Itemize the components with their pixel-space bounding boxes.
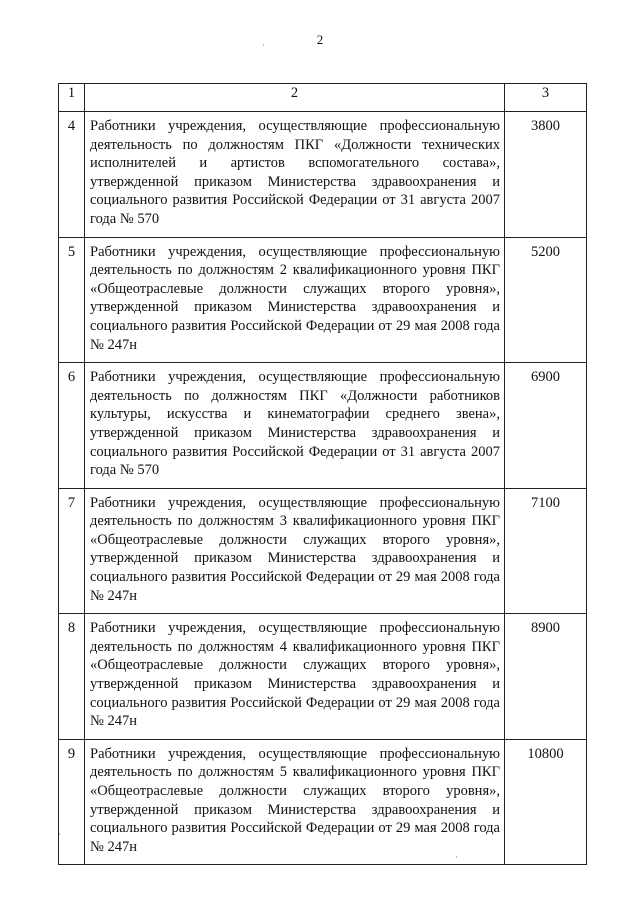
row-number: 9 <box>59 739 85 865</box>
row-value: 10800 <box>505 739 587 865</box>
column-header-value: 3 <box>505 84 587 112</box>
column-header-description: 2 <box>85 84 505 112</box>
row-description: Работники учреждения, осуществляющие профессиональную деятельность по должностям ПКГ «Должности технических исполнителей и артистов вспомогательного состава», утвержденной приказом Министерства здравоохранения и социального развития Российской Федерации от 31 августа 2007 года № 570 <box>85 112 505 238</box>
salary-table <box>58 83 587 865</box>
row-value: 8900 <box>505 614 587 740</box>
row-number: 6 <box>59 363 85 489</box>
scan-speck: · <box>262 40 265 50</box>
row-number: 7 <box>59 488 85 614</box>
table-row <box>59 739 587 865</box>
row-description: Работники учреждения, осуществляющие профессиональную деятельность по должностям 3 квалификационного уровня ПКГ «Общеотраслевые должности служащих второго уровня», утвержденной приказом Министерства здравоохранения и социального развития Российской Федерации от 29 мая 2008 года № 247н <box>85 488 505 614</box>
row-description: Работники учреждения, осуществляющие профессиональную деятельность по должностям ПКГ «Должности работников культуры, искусства и кинематографии среднего звена», утвержденной приказом Министерства здравоохранения и социального развития Российской Федерации от 31 августа 2007 года № 570 <box>85 363 505 489</box>
table-row <box>59 112 587 238</box>
row-number: 5 <box>59 237 85 363</box>
row-value: 6900 <box>505 363 587 489</box>
row-value: 5200 <box>505 237 587 363</box>
row-description: Работники учреждения, осуществляющие профессиональную деятельность по должностям 2 квалификационного уровня ПКГ «Общеотраслевые должности служащих второго уровня», утвержденной приказом Министерства здравоохранения и социального развития Российской Федерации от 29 мая 2008 года № 247н <box>85 237 505 363</box>
row-description: Работники учреждения, осуществляющие профессиональную деятельность по должностям 4 квалификационного уровня ПКГ «Общеотраслевые должности служащих второго уровня», утвержденной приказом Министерства здравоохранения и социального развития Российской Федерации от 29 мая 2008 года № 247н <box>85 614 505 740</box>
table-header-row <box>59 84 587 112</box>
table-row <box>59 488 587 614</box>
row-description: Работники учреждения, осуществляющие профессиональную деятельность по должностям 5 квалификационного уровня ПКГ «Общеотраслевые должности служащих второго уровня», утвержденной приказом Министерства здравоохранения и социального развития Российской Федерации от 29 мая 2008 года № 247н <box>85 739 505 865</box>
column-header-number: 1 <box>59 84 85 112</box>
scan-speck: · <box>455 852 458 862</box>
table-row <box>59 614 587 740</box>
row-number: 4 <box>59 112 85 238</box>
row-value: 3800 <box>505 112 587 238</box>
table-row <box>59 363 587 489</box>
row-number: 8 <box>59 614 85 740</box>
scan-speck: , <box>58 826 61 836</box>
page-number: 2 <box>316 32 324 47</box>
row-value: 7100 <box>505 488 587 614</box>
table-row <box>59 237 587 363</box>
